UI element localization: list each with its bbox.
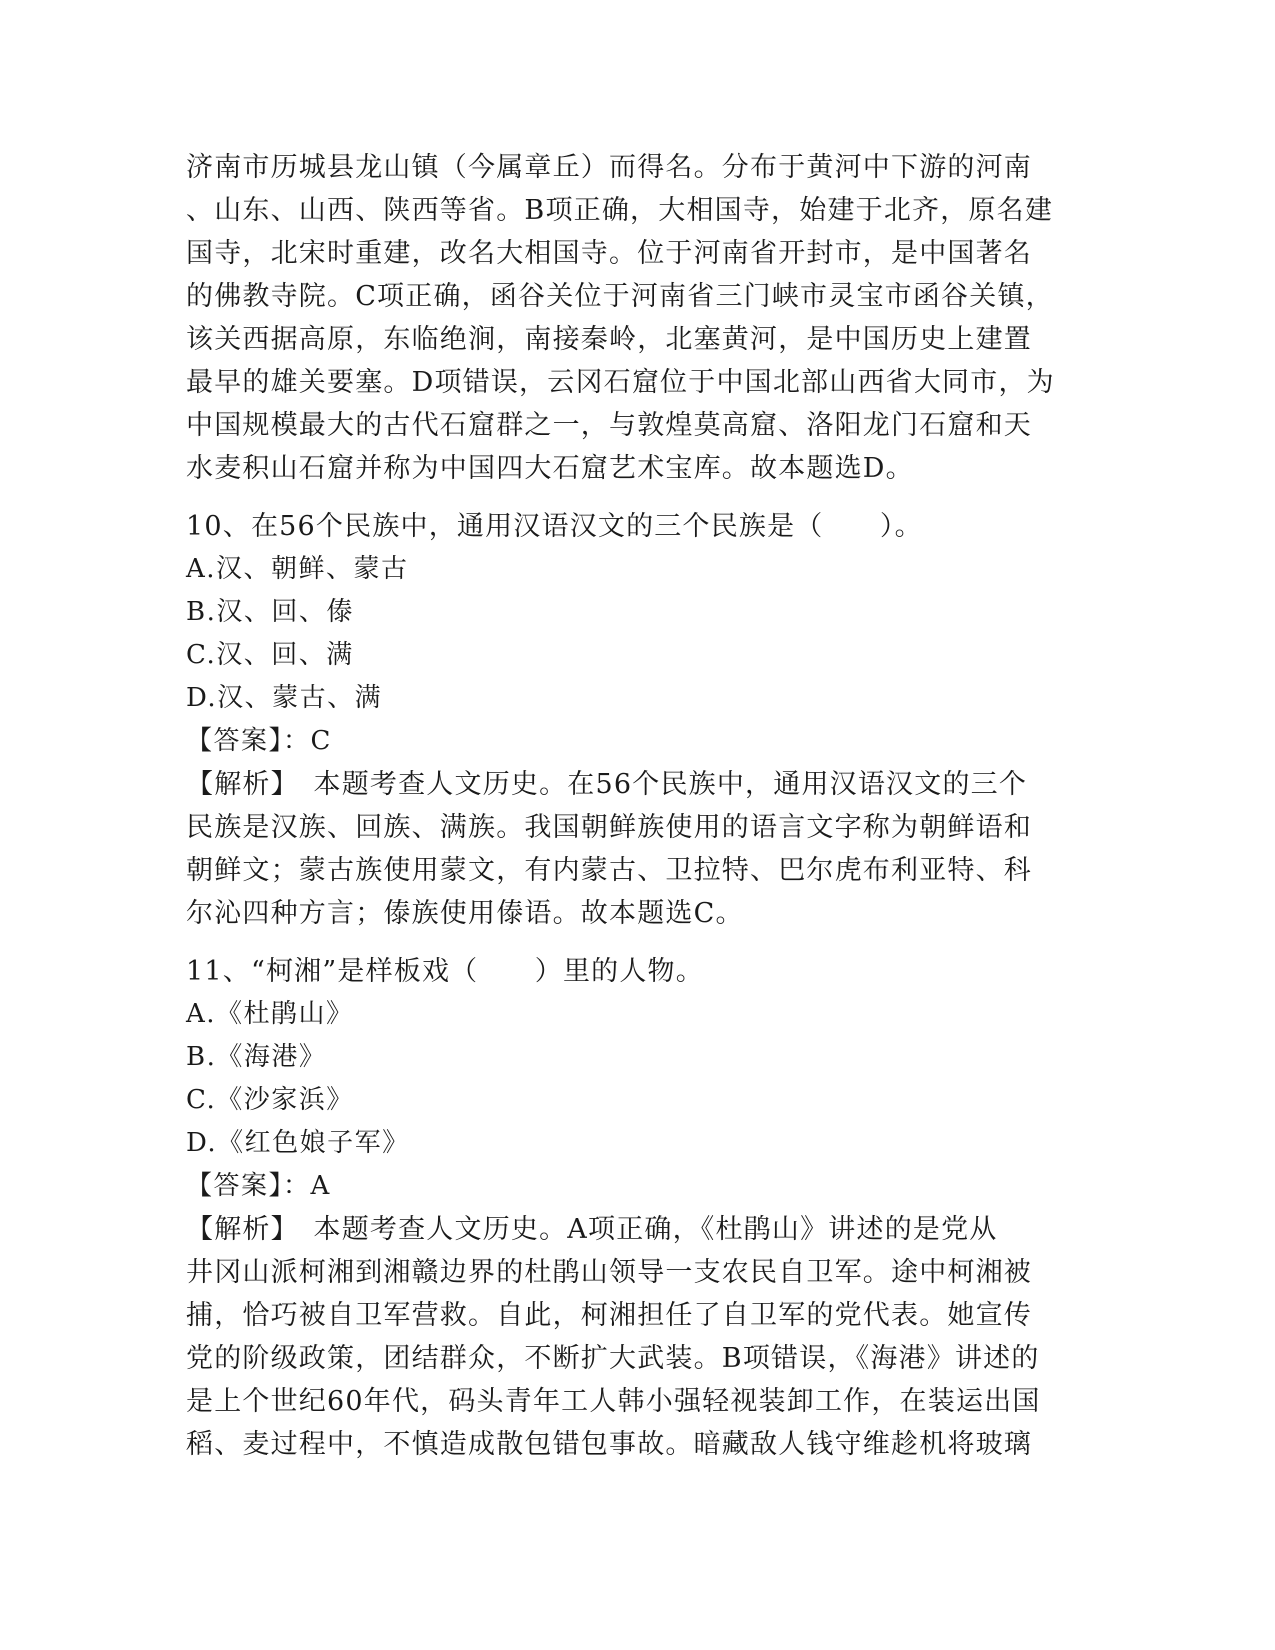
option-b: B.《海港》 [186,1042,327,1072]
option-d: D.《红色娘子军》 [186,1128,410,1158]
option-d: D.汉、蒙古、满 [186,683,383,713]
analysis-line: 【解析】 本题考查人文历史。A项正确，《杜鹃山》讲述的是党从 [186,1214,998,1245]
option-b: B.汉、回、傣 [186,597,354,627]
text-line: 国寺，北宋时重建，改名大相国寺。位于河南省开封市，是中国著名 [186,238,1032,269]
text-line: 济南市历城县龙山镇（今属章丘）而得名。分布于黄河中下游的河南 [186,152,1032,183]
analysis-line: 是上个世纪60年代，码头青年工人韩小强轻视装卸工作，在装运出国 [186,1386,1041,1417]
analysis-line: 井冈山派柯湘到湘赣边界的杜鹃山领导一支农民自卫军。途中柯湘被 [186,1257,1032,1288]
analysis-line: 【解析】 本题考查人文历史。在56个民族中，通用汉语汉文的三个 [186,769,1028,800]
answer-line: 【答案】：A [186,1171,331,1201]
prev-analysis-block [186,146,1086,490]
text-line: 该关西据高原，东临绝涧，南接秦岭，北塞黄河，是中国历史上建置 [186,324,1032,355]
question-10 [186,505,1086,935]
text-line: 最早的雄关要塞。D项错误，云冈石窟位于中国北部山西省大同市，为 [186,367,1055,398]
option-a: A.《杜鹃山》 [186,999,354,1029]
document-page [186,146,1086,1466]
analysis-line: 尔沁四种方言；傣族使用傣语。故本题选C。 [186,898,744,929]
analysis-line: 捕，恰巧被自卫军营救。自此，柯湘担任了自卫军的党代表。她宣传 [186,1300,1032,1331]
option-c: C.《沙家浜》 [186,1085,354,1115]
spacer [186,935,1086,950]
analysis-line: 民族是汉族、回族、满族。我国朝鲜族使用的语言文字称为朝鲜语和 [186,812,1032,843]
text-line: 、山东、山西、陕西等省。B项正确，大相国寺，始建于北齐，原名建 [186,195,1054,226]
analysis-line: 党的阶级政策，团结群众，不断扩大武装。B项错误，《海港》讲述的 [186,1343,1040,1374]
text-line: 中国规模最大的古代石窟群之一，与敦煌莫高窟、洛阳龙门石窟和天 [186,410,1032,441]
text-line: 水麦积山石窟并称为中国四大石窟艺术宝库。故本题选D。 [186,453,914,484]
question-11 [186,950,1086,1466]
option-a: A.汉、朝鲜、蒙古 [186,554,409,584]
analysis-line: 朝鲜文；蒙古族使用蒙文，有内蒙古、卫拉特、巴尔虎布利亚特、科 [186,855,1032,886]
answer-line: 【答案】：C [186,726,332,756]
option-c: C.汉、回、满 [186,640,354,670]
spacer [186,490,1086,505]
question-stem: 11、“柯湘”是样板戏（ ）里的人物。 [186,956,704,987]
analysis-line: 稻、麦过程中，不慎造成散包错包事故。暗藏敌人钱守维趁机将玻璃 [186,1429,1032,1460]
text-line: 的佛教寺院。C项正确，函谷关位于河南省三门峡市灵宝市函谷关镇， [186,281,1054,312]
question-stem: 10、在56个民族中，通用汉语汉文的三个民族是（ ）。 [186,511,923,542]
